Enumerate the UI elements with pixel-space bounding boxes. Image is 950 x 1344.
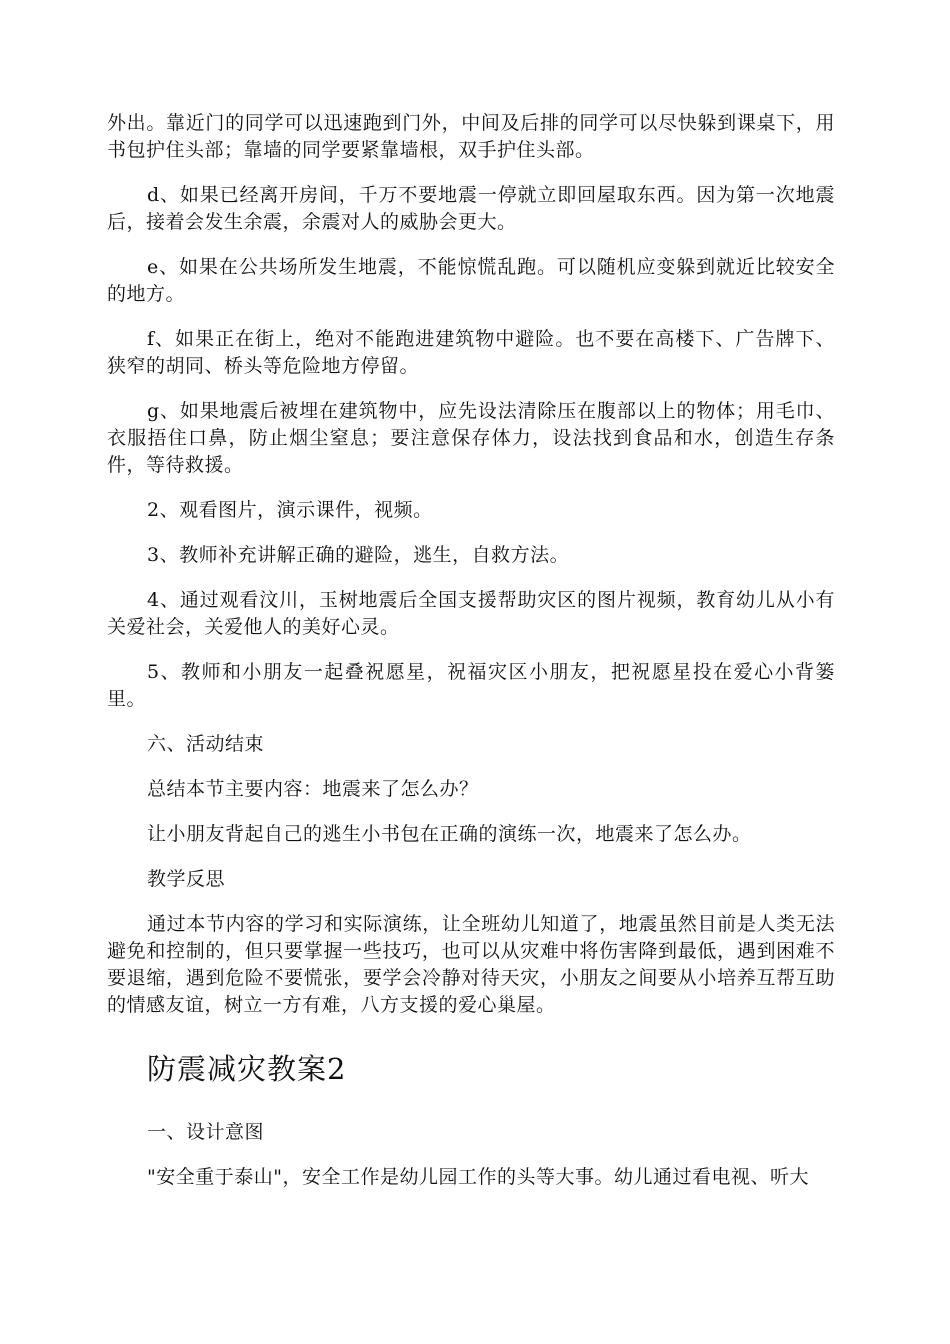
paragraph: 2、观看图片，演示课件，视频。 [147, 499, 433, 521]
paragraph: g、如果地震后被埋在建筑物中，应先设法清除压在腹部以上的物体；用毛巾、衣服捂住口鼻，防止烟尘窒息；要注意保存体力，设法找到食品和水，创造生存条件，等待救援。 [107, 400, 835, 476]
paragraph: 3、教师补充讲解正确的避险，逃生，自救方法。 [147, 544, 570, 566]
paragraph: 总结本节主要内容：地震来了怎么办？ [147, 778, 479, 800]
section-heading: 教学反思 [147, 868, 226, 890]
paragraph: d、如果已经离开房间，千万不要地震一停就立即回屋取东西。因为第一次地震后，接着会发生余震，余震对人的威胁会更大。 [107, 184, 835, 233]
paragraph: 通过本节内容的学习和实际演练，让全班幼儿知道了，地震虽然目前是人类无法避免和控制的，但只要掌握一些技巧，也可以从灾难中将伤害降到最低，遇到困难不要退缩，遇到危险不要慌张，要学会冷静对待天灾，小朋友之间要从小培养互帮互助的情感友谊，树立一方有难，八方支援的爱心巢屋。 [107, 913, 835, 1016]
paragraph: 让小朋友背起自己的逃生小书包在正确的演练一次，地震来了怎么办。 [147, 823, 752, 845]
paragraph: 5、教师和小朋友一起叠祝愿星，祝福灾区小朋友，把祝愿星投在爱心小背篓里。 [107, 661, 835, 710]
paragraph: 外出。靠近门的同学可以迅速跑到门外，中间及后排的同学可以尽快躲到课桌下，用书包护住头部；靠墙的同学要紧靠墙根，双手护住头部。 [107, 112, 835, 161]
paragraph: 4、通过观看汶川，玉树地震后全国支援帮助灾区的图片视频，教育幼儿从小有关爱社会，关爱他人的美好心灵。 [107, 589, 835, 638]
section-heading: 六、活动结束 [147, 733, 265, 755]
paragraph: e、如果在公共场所发生地震，不能惊慌乱跑。可以随机应变躲到就近比较安全的地方。 [107, 256, 835, 305]
section-heading: 一、设计意图 [147, 1121, 265, 1143]
document-page [107, 110, 835, 1209]
document-section-title: 防震减灾教案2 [147, 1052, 347, 1086]
paragraph: f、如果正在街上，绝对不能跑进建筑物中避险。也不要在高楼下、广告牌下、狭窄的胡同、桥头等危险地方停留。 [107, 328, 835, 377]
paragraph: "安全重于泰山"，安全工作是幼儿园工作的头等大事。幼儿通过看电视、听大 [147, 1166, 809, 1188]
